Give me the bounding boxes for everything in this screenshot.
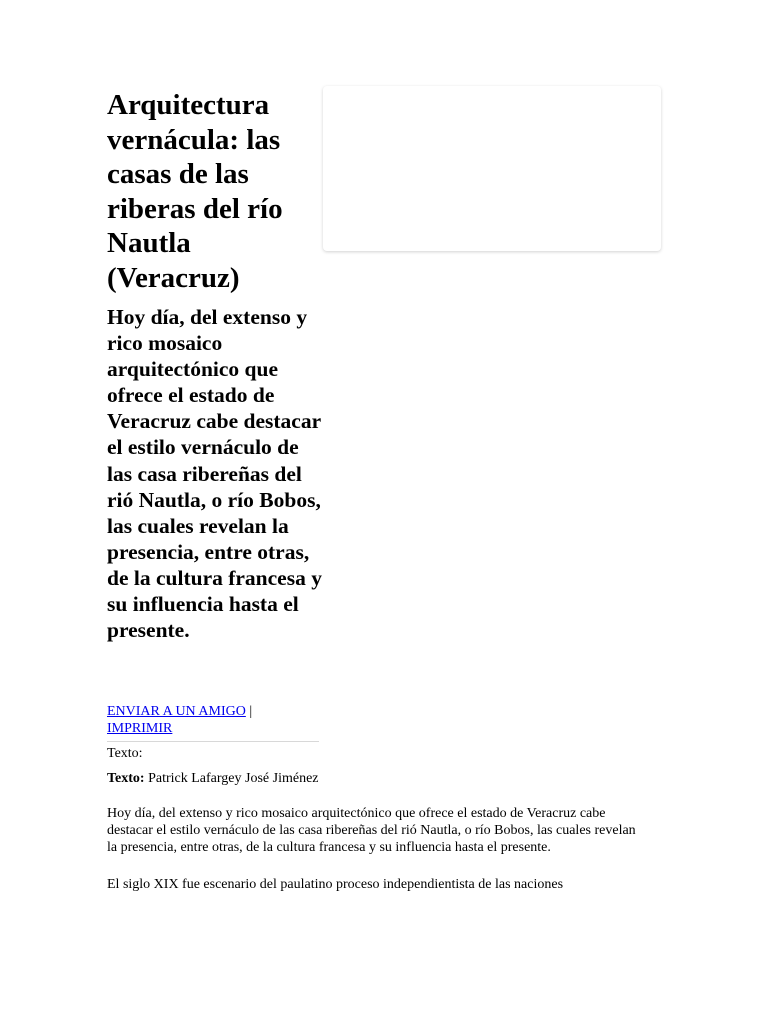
author-credit xyxy=(107,770,319,787)
print-link[interactable]: IMPRIMIR xyxy=(107,721,173,736)
body-paragraph-1: Hoy día, del extenso y rico mosaico arquitectónico que ofrece el estado de Veracruz cabe destacar el estilo vernáculo de las casa ribereñas del rió Nautla, o río Bobos, las cuales revelan la presencia, entre otras, de la cultura francesa y su influencia hasta el presente. xyxy=(107,806,636,855)
image-placeholder xyxy=(323,86,661,251)
link-separator: | xyxy=(245,704,253,719)
send-to-friend-link[interactable]: ENVIAR A UN AMIGO xyxy=(107,704,246,719)
author-name: Patrick Lafargey José Jiménez xyxy=(144,771,319,786)
article-lede: Hoy día, del extenso y rico mosaico arquitectónico que ofrece el estado de Veracruz cabe destacar el estilo vernáculo de las casa ribereñas del rió Nautla, o río Bobos, las cuales revelan la presencia, entre otras, de la cultura francesa y su influencia hasta el presente. xyxy=(107,305,322,643)
divider xyxy=(107,741,319,742)
article-title: Arquitectura vernácula: las casas de las riberas del río Nautla (Veracruz) xyxy=(107,89,283,294)
share-links xyxy=(107,703,319,737)
body-paragraph-2: El siglo XIX fue escenario del paulatino proceso independientista de las naciones xyxy=(107,877,564,892)
author-label: Texto: xyxy=(107,771,145,786)
texto-label: Texto: xyxy=(107,746,143,761)
